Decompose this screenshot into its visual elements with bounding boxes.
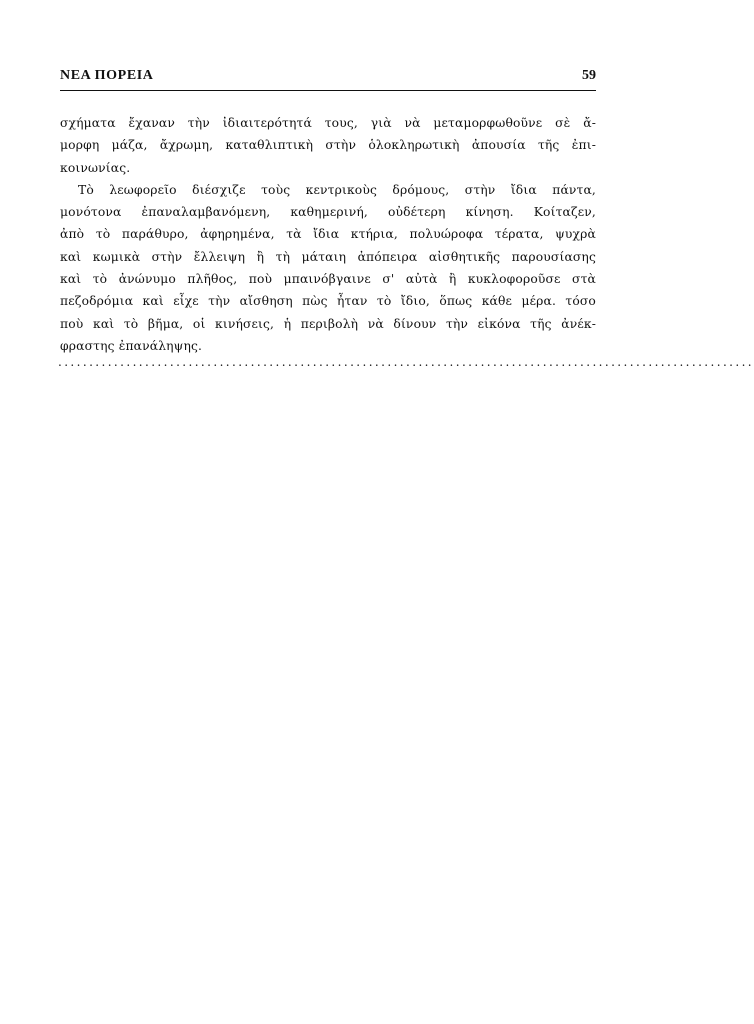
text-line: καὶ κωμικὰ στὴν ἔλλειψη ἢ τὴ μάταιη ἀπόπειρα αἰσθητικῆς παρουσίασης <box>60 249 596 264</box>
page-number: 59 <box>582 68 596 83</box>
text-line: σχήματα ἔχαναν τὴν ἰδιαιτερότητά τους, γιὰ νὰ μεταμορφωθοῦνε σὲ ἄ- <box>60 116 596 130</box>
journal-title: ΝΕΑ ΠΟΡΕΙΑ <box>60 68 154 83</box>
text-line: Τὸ λεωφορεῖο διέσχιζε τοὺς κεντρικοὺς δρόμους, στὴν ἴδια πάντα, <box>78 182 596 197</box>
body-text <box>60 112 596 357</box>
text-line: ἀπὸ τὸ παράθυρο, ἀφηρημένα, τὰ ἴδια κτήρια, πολυώροφα τέρατα, ψυχρὰ <box>60 227 596 242</box>
text-line: μονότονα ἐπαναλαμβανόμενη, καθημερινή, οὐδέτερη κίνηση. Κοίταζεν, <box>60 205 596 220</box>
text-line: ποὺ καὶ τὸ βῆμα, οἱ κινήσεις, ἡ περιβολὴ νὰ δίνουν τὴν εἰκόνα τῆς ἀνέκ- <box>60 316 596 331</box>
text-line: μορφη μάζα, ἄχρωμη, καταθλιπτικὴ στὴν ὁλοκληρωτικὴ ἀπουσία τῆς ἐπι- <box>60 138 596 153</box>
dot-separator: ................................................................................................................ <box>58 355 754 369</box>
text-line: φραστης ἐπανάληψης. <box>60 338 203 353</box>
text-line: πεζοδρόμια καὶ εἶχε τὴν αἴσθηση πὼς ἦταν τὸ ἴδιο, ὅπως κάθε μέρα. τόσο <box>60 294 596 309</box>
text-line: καὶ τὸ ἀνώνυμο πλῆθος, ποὺ μπαινόβγαινε σ' αὐτὰ ἢ κυκλοφοροῦσε στὰ <box>60 272 596 287</box>
running-header <box>60 66 596 91</box>
paragraph-2 <box>60 179 596 357</box>
text-line: κοινωνίας. <box>60 160 131 175</box>
paragraph-1 <box>60 112 596 179</box>
